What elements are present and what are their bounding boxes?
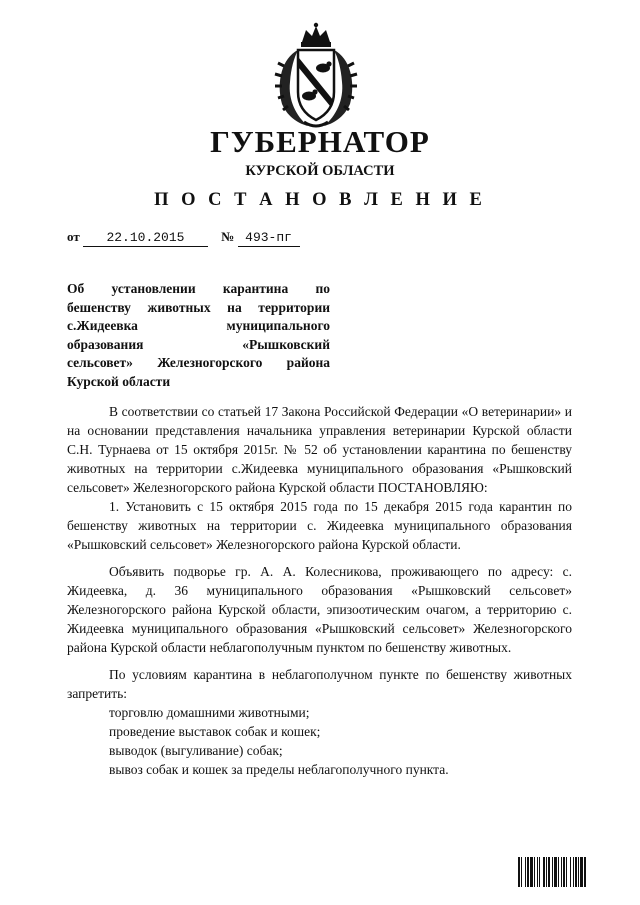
subject-line: Об установлении карантина по xyxy=(67,281,330,296)
document-date: 22.10.2015 xyxy=(83,230,208,247)
document-subject xyxy=(67,280,330,392)
subject-line: бешенству животных на территории xyxy=(67,299,330,315)
region-title: КУРСКОЙ ОБЛАСТИ xyxy=(245,163,395,179)
subject-line: с.Жидеевка муниципального xyxy=(67,318,330,334)
date-label: от xyxy=(67,229,80,244)
governor-title: ГУБЕРНАТОР xyxy=(210,124,430,159)
subject-line: образования «Рышковский xyxy=(67,336,330,352)
restriction-list-item: вывоз собак и кошек за пределы неблагополучного пункта. xyxy=(109,762,449,777)
body-paragraph-outbreak: Объявить подворье гр. А. А. Колесникова, проживающего по адресу: с. Жидеевка, д. 36 муниципального образования «Рышковский сельсовет» Железногорского района Курской области, эпизоотическим очагом, а территорию с. Жидеевка муниципального образования «Рышковский сельсовет» Железногорского района Курской области неблагополучным пунктом по бешенству животных. xyxy=(67,564,572,655)
document-number: 493-пг xyxy=(238,230,300,247)
document-type-title: П О С Т А Н О В Л Е Н И Е xyxy=(154,190,486,210)
body-paragraph-item-1: 1. Установить с 15 октября 2015 года по 15 декабря 2015 года карантин по бешенству животных на территории с. Жидеевка муниципального образования «Рышковский сельсовет» Железногорского района Курской области. xyxy=(67,499,572,552)
date-number-line xyxy=(67,229,300,247)
restriction-list-item: торговлю домашними животными; xyxy=(109,705,310,720)
barcode-icon xyxy=(518,857,614,887)
subject-line: сельсовет» Железногорского района xyxy=(67,355,330,371)
document-body xyxy=(67,402,572,779)
subject-line: Курской области xyxy=(67,373,171,389)
number-label: № xyxy=(221,229,235,244)
restriction-list-item: выводок (выгуливание) собак; xyxy=(109,743,283,758)
kursk-coat-of-arms-icon xyxy=(268,22,364,130)
restriction-list-item: проведение выставок собак и кошек; xyxy=(109,724,321,739)
body-paragraph-restrictions: По условиям карантина в неблагополучном пункте по бешенству животных запретить: xyxy=(67,667,572,701)
body-paragraph-preamble: В соответствии со статьей 17 Закона Российской Федерации «О ветеринарии» и на основании представления начальника управления ветеринарии Курской области С.Н. Турнаева от 15 октября 2015г. № 52 об установлении карантина по бешенству животных на территории с.Жидеевка муниципального образования «Рышковский сельсовет» Железногорского района Курской области ПОСТАНОВЛЯЮ: xyxy=(67,404,572,495)
